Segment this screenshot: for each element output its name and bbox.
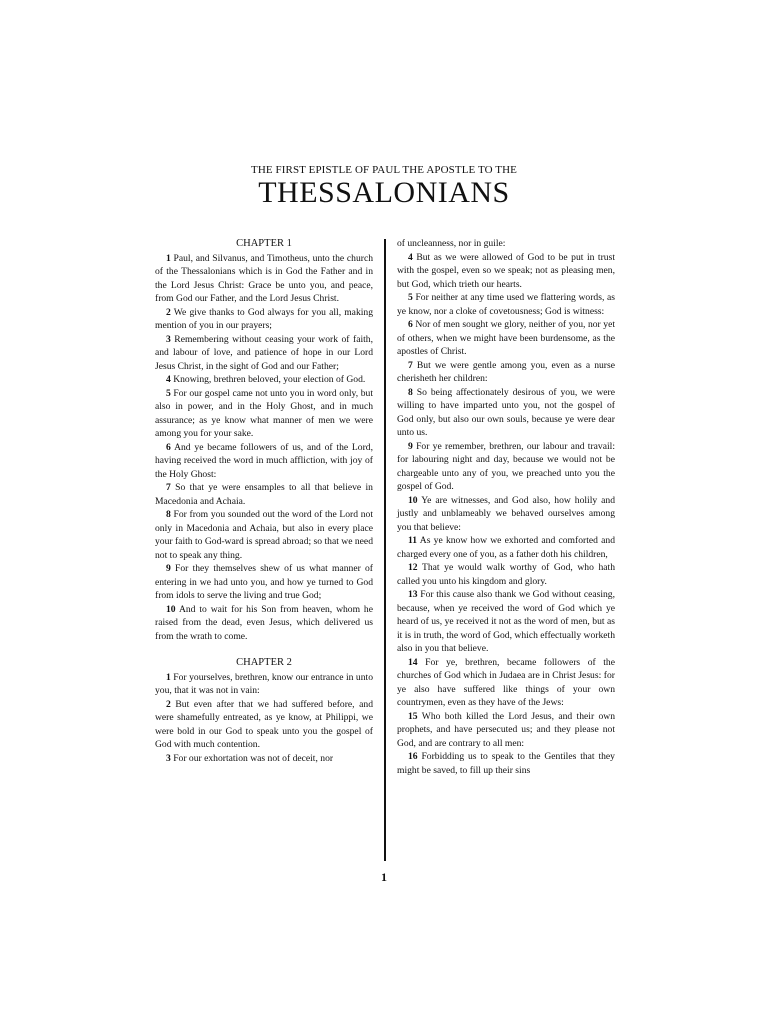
verse	[155, 603, 373, 644]
verse-number: 2	[166, 698, 171, 710]
right-column-verses	[397, 251, 615, 778]
verse	[155, 387, 373, 441]
verse-number: 2	[166, 306, 171, 318]
verse-text: For ye remember, brethren, our labour and travail: for labouring night and day, because we would not be chargeable unto any of you, we preached unto you the gospel of God.	[397, 440, 615, 492]
verse	[155, 698, 373, 752]
verse-text: For our exhortation was not of deceit, nor	[173, 752, 334, 764]
verse-number: 7	[408, 359, 413, 371]
verse	[397, 251, 615, 292]
verse	[397, 291, 615, 318]
verse-number: 1	[166, 671, 171, 683]
chapter2-verses	[155, 671, 373, 766]
left-column	[155, 237, 373, 765]
verse	[155, 508, 373, 562]
verse-number: 11	[408, 535, 418, 546]
verse-text: Ye are witnesses, and God also, how holily and justly and unblameably we behaved ourselves among you that believe:	[397, 494, 615, 533]
verse-number: 13	[408, 589, 418, 600]
chapter-heading: CHAPTER 2	[236, 657, 292, 668]
verse-text: And ye became followers of us, and of the Lord, having received the word in much affliction, with joy of the Holy Ghost:	[155, 441, 373, 480]
verse	[397, 359, 615, 386]
verse-number: 16	[408, 751, 418, 762]
verse	[397, 561, 615, 588]
verse-text: Nor of men sought we glory, neither of you, nor yet of others, when we might have been burdensome, as the apostles of Christ.	[397, 319, 616, 357]
verse-text: But we were gentle among you, even as a nurse cherisheth her children:	[397, 359, 615, 384]
verse	[155, 306, 373, 333]
verse-number: 10	[166, 603, 176, 615]
verse-number: 5	[408, 292, 413, 303]
right-column	[397, 237, 615, 777]
verse	[397, 318, 615, 359]
verse-text: So that ye were ensamples to all that believe in Macedonia and Achaia.	[155, 482, 373, 507]
verse-number: 14	[408, 656, 418, 668]
verse-number: 6	[408, 319, 413, 330]
verse	[155, 481, 373, 508]
verse-text: But as we were allowed of God to be put in trust with the gospel, even so we speak; not as pleasing men, but God, which trieth our hearts.	[397, 251, 615, 290]
verse-number: 15	[408, 710, 418, 722]
verse-text: Forbidding us to speak to the Gentiles that they might be saved, to fill up their sins	[397, 751, 615, 776]
verse-text: And to wait for his Son from heaven, whom he raised from the dead, even Jesus, which delivered us from the wrath to come.	[155, 603, 373, 642]
verse	[397, 386, 615, 440]
verse	[155, 373, 373, 387]
verse-continuation: of uncleanness, nor in guile:	[397, 238, 506, 249]
verse	[397, 710, 615, 751]
verse-number: 5	[166, 387, 171, 399]
chapter-heading: CHAPTER 1	[236, 238, 292, 249]
verse-text: Knowing, brethren beloved, your election of God.	[173, 374, 366, 385]
verse-number: 4	[408, 251, 413, 263]
verse	[397, 750, 615, 777]
verse	[155, 252, 373, 306]
verse-text: Remembering without ceasing your work of faith, and labour of love, and patience of hope in our Lord Jesus Christ, in the sight of God and our Father;	[155, 333, 373, 372]
verse-text: Who both killed the Lord Jesus, and their own prophets, and have persecuted us; and they please not God, and are contrary to all men:	[397, 710, 615, 749]
page-supertitle: THE FIRST EPISTLE OF PAUL THE APOSTLE TO THE	[251, 164, 517, 176]
verse-text: That ye would walk worthy of God, who hath called you unto his kingdom and glory.	[397, 562, 615, 587]
verse-text: For yourselves, brethren, know our entrance in unto you, that it was not in vain:	[155, 671, 373, 696]
verse-text: For our gospel came not unto you in word only, but also in power, and in the Holy Ghost, and in much assurance; as ye know what manner of men we were among you for your sake.	[155, 387, 373, 439]
verse-number: 9	[166, 563, 171, 574]
verse	[397, 656, 615, 710]
verse-number: 4	[166, 374, 171, 385]
verse-text: As ye know how we exhorted and comforted and charged every one of you, as a father doth his children,	[397, 535, 616, 560]
verse-text: For this cause also thank we God without ceasing, because, when ye received the word of God which ye heard of us, ye received it not as the word of men, but as it is in truth, the word of God, which effectually worketh also in you that believe.	[397, 589, 616, 654]
column-divider	[384, 239, 386, 861]
verse-number: 12	[408, 562, 418, 573]
verse-number: 8	[166, 509, 171, 520]
verse-number: 1	[166, 252, 171, 264]
verse	[155, 752, 373, 766]
verse-text: We give thanks to God always for you all, making mention of you in our prayers;	[155, 306, 373, 331]
verse	[397, 440, 615, 494]
chapter1-verses	[155, 252, 373, 644]
verse	[397, 534, 615, 561]
page-title: THESSALONIANS	[258, 176, 510, 209]
verse	[397, 588, 615, 656]
verse-number: 3	[166, 333, 171, 345]
verse-text: So being affectionately desirous of you, we were willing to have imparted unto you, not the gospel of God only, but also our own souls, because ye were dear unto us.	[397, 386, 615, 438]
verse-number: 9	[408, 440, 413, 452]
verse	[397, 494, 615, 535]
verse	[155, 441, 373, 482]
verse-number: 3	[166, 752, 171, 764]
page-number: 1	[381, 870, 387, 884]
verse-text: For neither at any time used we flattering words, as ye know, nor a cloke of covetousness; God is witness:	[397, 292, 615, 317]
verse	[155, 333, 373, 374]
verse-number: 8	[408, 386, 413, 398]
verse	[155, 562, 373, 603]
verse-text: For they themselves shew of us what manner of entering in we had unto you, and how ye turned to God from idols to serve the living and true God;	[155, 563, 373, 601]
verse-number: 6	[166, 441, 171, 453]
verse-number: 10	[408, 494, 418, 506]
verse	[155, 671, 373, 698]
verse-text: For ye, brethren, became followers of the churches of God which in Judaea are in Christ Jesus: for ye also have suffered like things of your own countrymen, even as they have of the Jews:	[397, 656, 615, 708]
verse-text: For from you sounded out the word of the Lord not only in Macedonia and Achaia, but also in every place your faith to God-ward is spread abroad; so that we need not to speak any thing.	[155, 509, 373, 561]
verse-number: 7	[166, 482, 171, 493]
verse-text: Paul, and Silvanus, and Timotheus, unto the church of the Thessalonians which is in God the Father and in the Lord Jesus Christ: Grace be unto you, and peace, from God our Father, and the Lord Jesus Christ.	[155, 252, 373, 304]
verse-text: But even after that we had suffered before, and were shamefully entreated, as ye know, at Philippi, we were bold in our God to speak unto you the gospel of God with much contention.	[155, 698, 373, 750]
